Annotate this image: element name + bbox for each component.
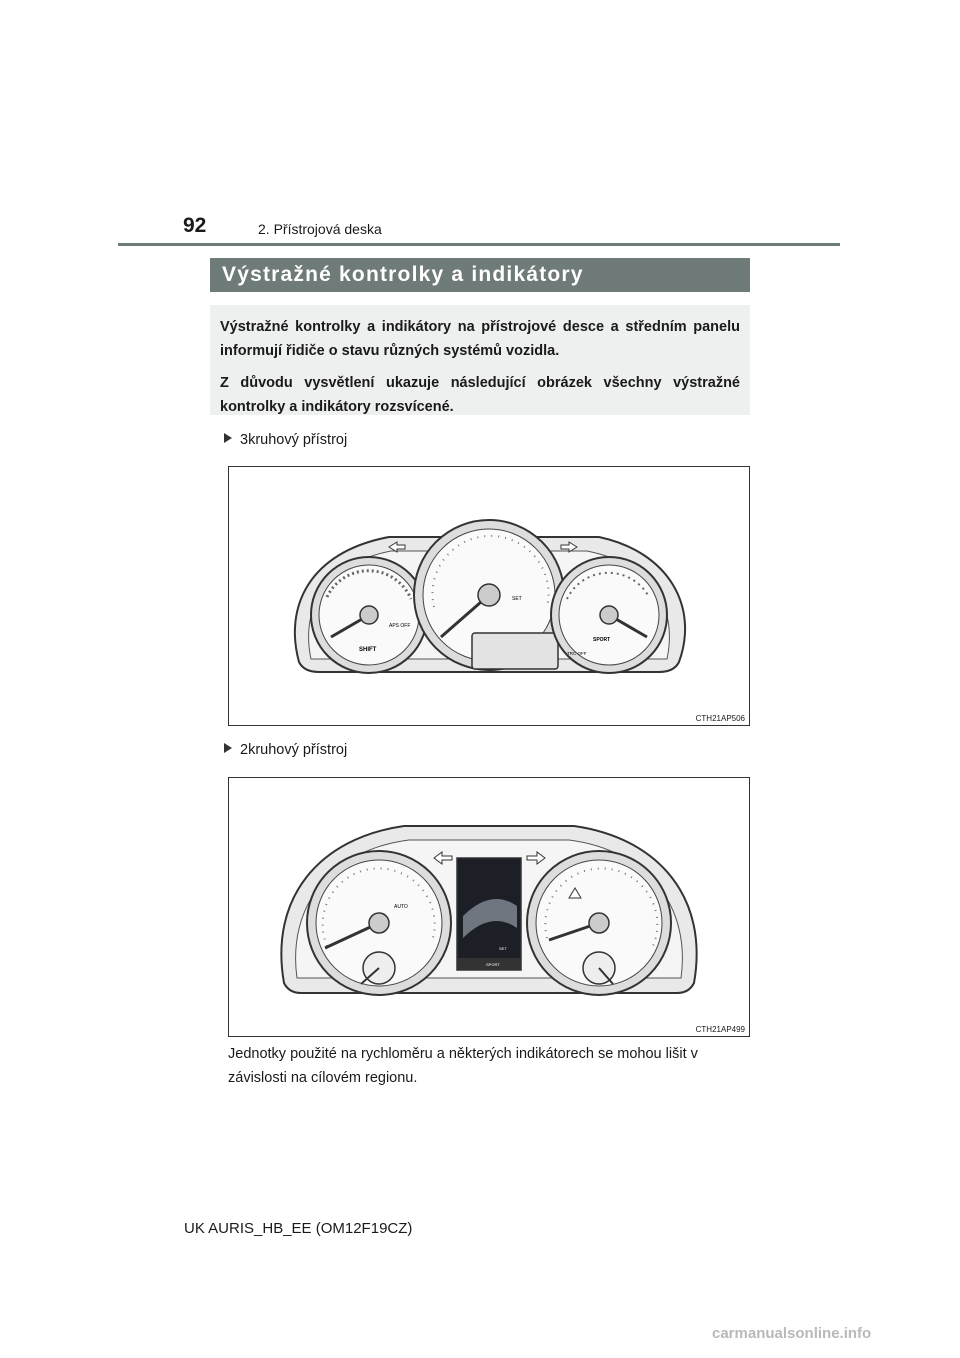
aps-off-label: APS OFF: [389, 623, 411, 629]
page-title: Výstražné kontrolky a indikátory: [222, 263, 584, 286]
fuel-temp-dial: [551, 557, 667, 673]
set-label: SET: [512, 596, 522, 602]
bullet-triangle-icon: [224, 433, 232, 443]
tachometer-dial: [527, 851, 671, 995]
page-number: 92: [183, 214, 207, 237]
figure-2-two-dial-cluster: [228, 777, 750, 1037]
auto-label: AUTO: [394, 904, 408, 910]
intro-paragraph-1: Výstražné kontrolky a indikátory na přístrojové desce a středním panelu informují řidiče o stavu různých systémů vozidla.: [220, 319, 740, 359]
intro-paragraph-2: Z důvodu vysvětlení ukazuje následující obrázek všechny výstražné kontrolky a indikátory rozsvícené.: [220, 375, 740, 415]
trc-off-label: TRC OFF: [567, 651, 587, 656]
shift-label: SHIFT: [359, 647, 377, 653]
figure-1-three-dial-cluster: [228, 466, 750, 726]
sport-label: SPORT: [486, 962, 500, 967]
watermark: carmanualsonline.info: [712, 1325, 872, 1342]
regional-note: Jednotky použité na rychloměru a některých indikátorech se mohou lišit v závislosti na cílovém regionu.: [228, 1046, 698, 1086]
figure-1-code: CTH21AP506: [695, 714, 745, 723]
figure-1-caption-text: 3kruhový přístroj: [240, 432, 348, 448]
tachometer-dial: [311, 557, 427, 673]
cluster-2-dial-illustration: [229, 778, 749, 1036]
figure-2-code: CTH21AP499: [695, 1025, 745, 1034]
footer-doc-code: UK AURIS_HB_EE (OM12F19CZ): [184, 1220, 413, 1237]
figure-2-caption-text: 2kruhový přístroj: [240, 742, 348, 758]
title-bar: [210, 258, 750, 292]
bullet-triangle-icon: [224, 743, 232, 753]
sport-label: SPORT: [593, 637, 611, 643]
intro-box: [210, 305, 750, 415]
speedometer-dial: [307, 851, 451, 995]
set-label: SET: [499, 946, 507, 951]
figure-2-caption: [224, 742, 347, 758]
section-title: 2. Přístrojová deska: [258, 221, 382, 237]
header-divider: [118, 243, 840, 246]
cluster-3-dial-illustration: [229, 467, 749, 725]
figure-1-caption: [224, 432, 347, 448]
